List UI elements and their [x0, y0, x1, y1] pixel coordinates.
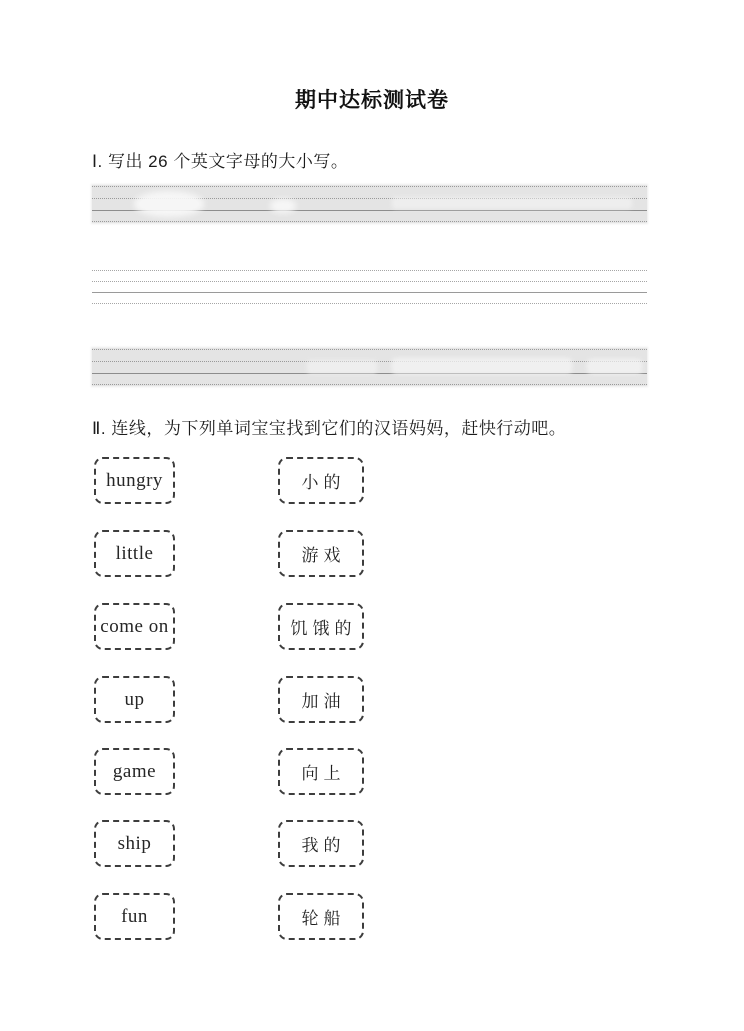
grid-line: [92, 186, 647, 187]
english-word: ship: [117, 832, 152, 854]
scan-artifact: [307, 360, 377, 374]
word-box-come-on[interactable]: [94, 603, 175, 650]
word-box-jiede[interactable]: [278, 603, 364, 650]
word-box-youxi[interactable]: [278, 530, 364, 577]
chinese-word: 游戏: [301, 546, 346, 565]
chinese-word: 向上: [301, 764, 346, 783]
scan-artifact: [587, 359, 642, 374]
word-box-ship[interactable]: [94, 820, 175, 867]
chinese-word: 我的: [301, 836, 346, 855]
word-box-xiangshang[interactable]: [278, 748, 364, 795]
writing-grid-3: [92, 348, 647, 386]
section2-heading: Ⅱ. 连线，为下列单词宝宝找到它们的汉语妈妈，赶快行动吧。: [92, 419, 567, 438]
english-word: game: [112, 760, 157, 782]
word-box-up[interactable]: [94, 676, 175, 723]
chinese-word: 轮船: [301, 909, 346, 928]
word-box-game[interactable]: [94, 748, 175, 795]
english-word: little: [115, 542, 154, 564]
word-box-xiaode[interactable]: [278, 457, 364, 504]
english-word: come on: [100, 615, 169, 637]
grid-line: [92, 281, 647, 282]
grid-line: [92, 349, 647, 350]
grid-line: [92, 221, 647, 222]
scan-artifact: [134, 191, 204, 217]
grid-line: [92, 303, 647, 304]
scan-artifact: [270, 199, 296, 213]
word-box-little[interactable]: [94, 530, 175, 577]
word-box-lunchuan[interactable]: [278, 893, 364, 940]
scan-artifact: [392, 197, 632, 209]
chinese-word: 饥饿的: [290, 619, 357, 638]
grid-line: [92, 270, 647, 271]
writing-grid-1: [92, 185, 647, 223]
page-title: 期中达标测试卷: [295, 89, 449, 112]
word-box-wode[interactable]: [278, 820, 364, 867]
word-box-jiayou[interactable]: [278, 676, 364, 723]
word-box-fun[interactable]: [94, 893, 175, 940]
word-box-hungry[interactable]: [94, 457, 175, 504]
grid-line: [92, 292, 647, 293]
english-word: hungry: [106, 469, 163, 491]
scan-artifact: [392, 358, 572, 374]
chinese-word: 小的: [301, 473, 346, 492]
writing-grid-2: [92, 270, 647, 304]
chinese-word: 加油: [301, 692, 346, 711]
section1-heading: Ⅰ. 写出 26 个英文字母的大小写。: [92, 152, 349, 171]
grid-line: [92, 384, 647, 385]
english-word: up: [124, 688, 145, 710]
english-word: fun: [121, 905, 148, 927]
